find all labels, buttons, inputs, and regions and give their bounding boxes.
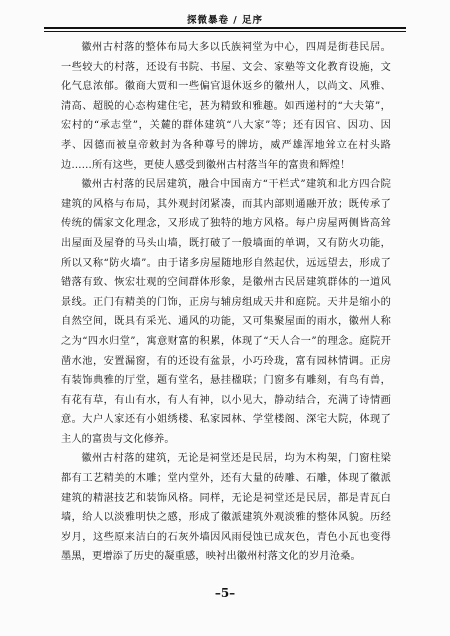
paragraph-3: 徽州古村落的建筑，无论是祠堂还是民居，均为木构架，门窗柱梁都有工艺精美的木雕；堂内堂外，还有大量的砖雕、石雕，体现了徽派建筑的精湛技艺和装饰风格。同样，无论是祠堂还是民居，都是青瓦白墙，给人以淡雅明快之感，形成了徽派建筑外观淡雅的整体风貌。历经岁月，这些原来洁白的石灰外墙因风雨侵蚀已成灰色，青色小瓦也变得墨黑，更增添了历史的凝重感，映衬出徽州村落文化的岁月沧桑。 — [61, 453, 391, 563]
paragraph-1: 徽州古村落的整体布局大多以氏族祠堂为中心，四周是街巷民居。一些较大的村落，还设有书院、书屋、文会、家塾等文化教育设施，文化气息浓郁。徽商大贾和一些偏官退休返乡的徽州人，以尚文、风雅、清高、超脱的心态构建住宅，甚为精致和雅趣。如西递村的“大夫第”，宏村的“承志堂”，关麓的群体建筑“八大家”等；还有因官、因功、因孝、因德而被皇帝敕封为各种尊号的牌坊，威严雄浑地耸立在村头路边……所有这些，更使人感受到徽州古村落当年的富贵和辉煌！ — [61, 42, 391, 171]
body-text — [61, 38, 391, 567]
header-rule-thin — [44, 31, 406, 32]
paragraph-2: 徽州古村落的民居建筑，融合中国南方“干栏式”建筑和北方四合院建筑的风格与布局，其外观封闭紧凑，而其内部则通融开放；既传承了传统的儒家文化理念，又形成了独特的地方风格。每户房屋两侧皆高耸出屋面及屋脊的马头山墙，既打破了一般墙面的单调，又有防火功能，所以又称“防火墙”。由于诸多房屋随地形自然起伏，远远望去，形成了错落有致、恢宏壮观的空间群体形象，是徽州古民居建筑群体的一道风景线。正门有精美的门饰，正房与辅房组成天井和庭院。天井是缩小的自然空间，既具有采光、通风的功能，又可集聚屋面的雨水，徽州人称之为“四水归堂”，寓意财富的积累，体现了“天人合一”的理念。庭院开凿水池，安置漏窗，有的还设有盆景，小巧玲珑，富有园林情调。正房有装饰典雅的厅堂，题有堂名，悬挂楹联；门窗多有雕刻，有鸟有兽，有花有草，有山有水，有人有神，以小见大，静动结合，充满了诗情画意。大户人家还有小姐绣楼、私家园林、学堂楼阁、深宅大院，体现了主人的富贵与文化修养。 — [61, 179, 391, 445]
page-number: –5– — [214, 586, 236, 600]
header-rule-thick — [44, 27, 406, 29]
running-header: 探微暴卷 / 足序 — [186, 15, 264, 26]
